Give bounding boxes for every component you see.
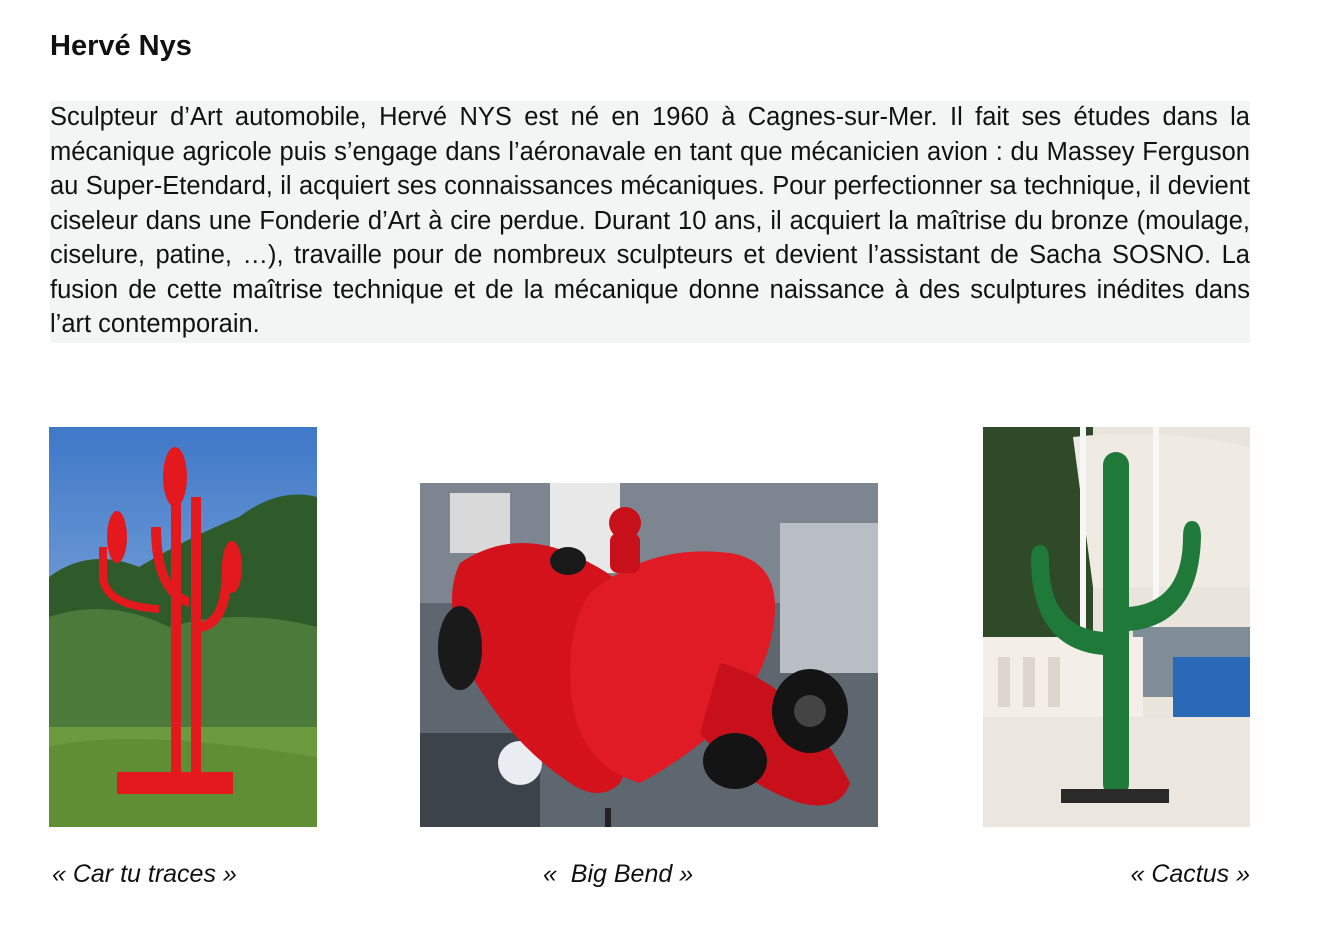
caption-car-tu-traces: « Car tu traces » [52,860,237,888]
car-tu-traces-image [49,427,317,827]
cactus-image [983,427,1250,827]
caption-cactus: « Cactus » [1130,860,1250,888]
page-title: Hervé Nys [50,30,192,62]
biography-paragraph: Sculpteur d’Art automobile, Hervé NYS est né en 1960 à Cagnes-sur-Mer. Il fait ses études dans la mécanique agricole puis s’engage dans l’aéronavale en tant que mécanicien avion : du Massey Ferguson au Super-Etendard, il acquiert ses connaissances mécaniques. Pour perfectionner sa technique, il devient ciseleur dans une Fonderie d’Art à cire perdue. Durant 10 ans, il acquiert la maîtrise du bronze (moulage, ciselure, patine, …), travaille pour de nombreux sculpteurs et devient l’assistant de Sacha SOSNO. La fusion de cette maîtrise technique et de la mécanique donne naissance à des sculptures inédites dans l’art contemporain. [50,103,1250,338]
big-bend-image [420,483,878,827]
caption-big-bend: « Big Bend » [543,860,694,888]
sculpture-photo-big-bend [420,483,878,827]
sculpture-photo-car-tu-traces [49,427,317,827]
sculpture-photo-cactus [983,427,1250,827]
